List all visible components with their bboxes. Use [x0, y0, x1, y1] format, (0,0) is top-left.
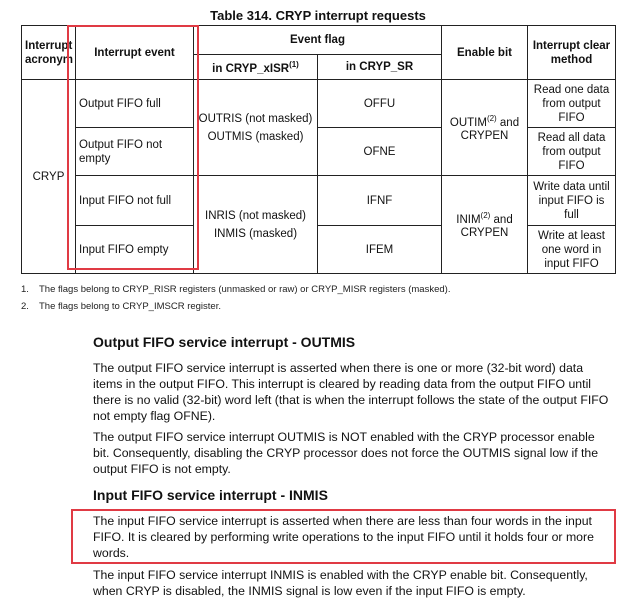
- header-in-xisr: in CRYP_xISR$^{(1)}$: [194, 55, 318, 80]
- sr-cell: IFEM: [318, 226, 442, 274]
- event-cell: Output FIFO not empty: [76, 128, 194, 176]
- header-clear-method: Interrupt clear method: [528, 26, 616, 80]
- acronym-cell: CRYP: [22, 80, 76, 274]
- header-in-sr: in CRYP_SR: [318, 55, 442, 80]
- sr-cell: IFNF: [318, 176, 442, 226]
- paragraph: The output FIFO service interrupt OUTMIS is NOT enabled with the CRYP processor enable bit. Consequently, disabling the CRYP processor does not force the OUTMIS signal low if the output FIFO is not empty.: [93, 430, 599, 476]
- header-acronym: Interrupt acronym: [22, 26, 76, 80]
- clear-cell: Read one data from output FIFO: [528, 80, 616, 128]
- header-event: Interrupt event: [76, 26, 194, 80]
- clear-cell: Write data until input FIFO is full: [528, 176, 616, 226]
- clear-cell: Write at least one word in input FIFO: [528, 226, 616, 274]
- xisr-cell-output: OUTRIS (not masked) OUTMIS (masked): [194, 80, 318, 176]
- footnote-1: 1. The flags belong to CRYP_RISR registers (unmasked or raw) or CRYP_MISR registers (masked).: [21, 284, 451, 295]
- clear-cell: Read all data from output FIFO: [528, 128, 616, 176]
- header-event-flag: Event flag: [194, 26, 442, 55]
- section-heading-inmis: Input FIFO service interrupt - INMIS: [93, 487, 328, 503]
- enable-cell-input: INIM$^{(2)}$ and CRYPEN: [442, 176, 528, 274]
- highlight-box-paragraph: [71, 509, 616, 564]
- event-cell: Output FIFO full: [76, 80, 194, 128]
- footnote-2: 2. The flags belong to CRYP_IMSCR register.: [21, 301, 221, 312]
- section-heading-outmis: Output FIFO service interrupt - OUTMIS: [93, 334, 356, 350]
- header-enable-bit: Enable bit: [442, 26, 528, 80]
- sr-cell: OFFU: [318, 80, 442, 128]
- paragraph: The input FIFO service interrupt INMIS is enabled with the CRYP enable bit. Consequently, when CRYP is disabled, the INMIS signal is low even if the input FIFO is empty.: [93, 568, 588, 598]
- table-title: Table 314. CRYP interrupt requests: [210, 8, 426, 23]
- event-cell: Input FIFO empty: [76, 226, 194, 274]
- enable-cell-output: OUTIM$^{(2)}$ and CRYPEN: [442, 80, 528, 176]
- paragraph: The output FIFO service interrupt is asserted when there is one or more (32-bit word) data items in the output FIFO. This interrupt is cleared by reading data from the output FIFO until there is no valid (32-bit) word left (that is when the interrupt follows the state of the output FIFO not empty flag OFNE).: [93, 361, 609, 423]
- event-cell: Input FIFO not full: [76, 176, 194, 226]
- highlight-box-event-column: [67, 25, 199, 270]
- sr-cell: OFNE: [318, 128, 442, 176]
- xisr-cell-input: INRIS (not masked) INMIS (masked): [194, 176, 318, 274]
- paragraph-highlighted: The input FIFO service interrupt is asserted when there are less than four words in the input FIFO. It is cleared by performing write operations to the input FIFO until it holds four or more words.: [93, 514, 594, 560]
